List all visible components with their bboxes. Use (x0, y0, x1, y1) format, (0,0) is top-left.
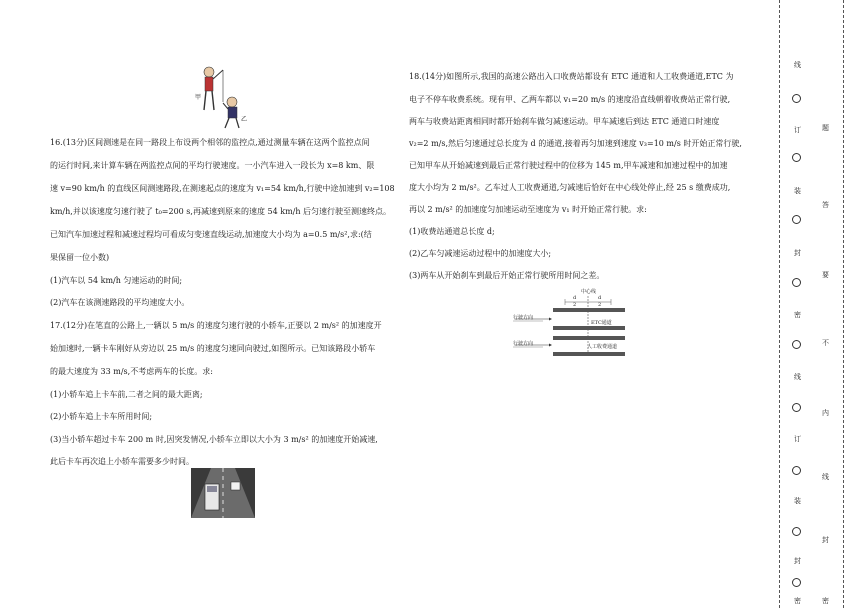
binding-rule-inner (843, 0, 844, 608)
binding-hole (792, 527, 801, 536)
q18-sub-2: (2)乙车匀减速运动过程中的加速度大小; (409, 249, 552, 258)
etc-diagram (513, 288, 631, 358)
q18-line-2: 电子不停车收费系统。现有甲、乙两车都以 v₁=20 m/s 的速度沿直线朝着收费站正常行驶, (409, 95, 731, 104)
center-line-label: 中心线 (581, 289, 597, 295)
binding-char-outer: 线 (794, 373, 801, 381)
q16-line-6: 果保留一位小数) (50, 253, 110, 262)
d-label-right: d (598, 295, 602, 301)
q18-sub-1: (1)收费站通道总长度 d; (409, 227, 495, 236)
binding-char-inner: 密 (822, 597, 829, 605)
q17-road-photo (191, 468, 255, 518)
q17-sub-1: (1)小轿车追上卡车前,二者之间的最大距离; (50, 390, 203, 399)
manual-lane-label: 人工收费通道 (587, 344, 618, 350)
binding-margin (776, 0, 860, 608)
q18-line-6: 度大小均为 2 m/s²。乙车过人工收费通道,匀减速后恰好在中心线处停止,经 25 s 缴费成功, (409, 183, 731, 192)
q17-line-2: 始加速时,一辆卡车刚好从旁边以 25 m/s 的速度匀速同向驶过,如图所示。已知该路段小轿车 (50, 344, 376, 353)
q16-line-1: 16.(13分)区间测速是在同一路段上布设两个相邻的监控点,通过测量车辆在这两个监控点间 (50, 138, 370, 147)
direction-label-bottom: 行驶方向 (513, 341, 534, 347)
binding-hole (792, 278, 801, 287)
binding-char-outer: 订 (794, 435, 801, 443)
binding-char-outer: 密 (794, 597, 801, 605)
binding-char-inner: 答 (822, 201, 829, 209)
q18-line-3: 两车与收费站距离相同时都开始刹车做匀减速运动。甲车减速后到达 ETC 通道口时速度 (409, 117, 720, 126)
binding-hole (792, 466, 801, 475)
half-label-left: 2 (573, 302, 577, 308)
binding-hole (792, 340, 801, 349)
q18-line-4: v₂=2 m/s,然后匀速通过总长度为 d 的通道,接着再匀加速到速度 v₃=10 m/s 时开始正常行驶, (409, 139, 742, 148)
binding-char-outer: 线 (794, 61, 801, 69)
q16-sub-2: (2)汽车在该测速路段的平均速度大小。 (50, 298, 190, 307)
half-label-right: 2 (598, 302, 602, 308)
q17-sub-2: (2)小轿车追上卡车所用时间; (50, 412, 153, 421)
q16-line-2: 的运行时间,来计算车辆在两监控点间的平均行驶速度。一小汽车进入一段长为 x=8 km、限 (50, 161, 375, 170)
q16-sub-1: (1)汽车以 54 km/h 匀速运动的时间; (50, 276, 183, 285)
binding-char-outer: 装 (794, 497, 801, 505)
q16-line-3: 速 v=90 km/h 的直线区间测速路段,在测速起点的速度为 v₁=54 km/h,行驶中途加速到 v₂=108 (50, 184, 395, 193)
q17-line-end: 此后卡车再次追上小轿车需要多少时间。 (50, 457, 194, 466)
q17-sub-3: (3)当小轿车超过卡车 200 m 时,因突发情况,小轿车立即以大小为 3 m/s² 的加速度开始减速, (50, 435, 378, 444)
d-label-left: d (573, 295, 577, 301)
binding-char-outer: 封 (794, 249, 801, 257)
binding-char-outer: 封 (794, 557, 801, 565)
binding-hole (792, 94, 801, 103)
binding-hole (792, 403, 801, 412)
binding-char-inner: 线 (822, 473, 829, 481)
binding-char-inner: 封 (822, 536, 829, 544)
binding-char-inner: 不 (822, 339, 829, 347)
q18-sub-3: (3)两车从开始刹车到最后开始正常行驶所用时间之差。 (409, 271, 605, 280)
label-yi: 乙 (241, 116, 248, 123)
binding-char-outer: 密 (794, 311, 801, 319)
q17-line-3: 的最大速度为 33 m/s,不考虑两车的长度。求: (50, 367, 213, 376)
etc-lane-label: ETC通道 (591, 320, 612, 326)
q16-figure (195, 62, 255, 132)
binding-hole (792, 215, 801, 224)
q16-line-4: km/h,并以该速度匀速行驶了 t₀=200 s,再减速到原来的速度 54 km/h 后匀速行驶至测速终点。 (50, 207, 392, 216)
binding-char-inner: 内 (822, 409, 829, 417)
binding-rule-outer (779, 0, 780, 608)
binding-char-inner: 题 (822, 124, 829, 132)
q18-line-7: 再以 2 m/s² 的加速度匀加速运动至速度为 v₁ 时开始正常行驶。求: (409, 205, 647, 214)
binding-char-inner: 要 (822, 271, 829, 279)
binding-hole (792, 578, 801, 587)
direction-label-top: 行驶方向 (513, 315, 534, 321)
q18-line-1: 18.(14分)如图所示,我国的高速公路出入口收费站都设有 ETC 通道和人工收费通道,ETC 为 (409, 72, 734, 81)
q17-line-1: 17.(12分)在笔直的公路上,一辆以 5 m/s 的速度匀速行驶的小轿车,正要以 2 m/s² 的加速度开 (50, 321, 382, 330)
label-jia: 甲 (195, 94, 202, 101)
binding-hole (792, 153, 801, 162)
q18-line-5: 已知甲车从开始减速到最后正常行驶过程中的位移为 145 m,甲车减速和加速过程中的加速 (409, 161, 728, 170)
binding-char-outer: 装 (794, 187, 801, 195)
q16-line-5: 已知汽车加速过程和减速过程均可看成匀变速直线运动,加速度大小均为 a=0.5 m/s²,求:(结 (50, 230, 372, 239)
binding-char-outer: 订 (794, 126, 801, 134)
